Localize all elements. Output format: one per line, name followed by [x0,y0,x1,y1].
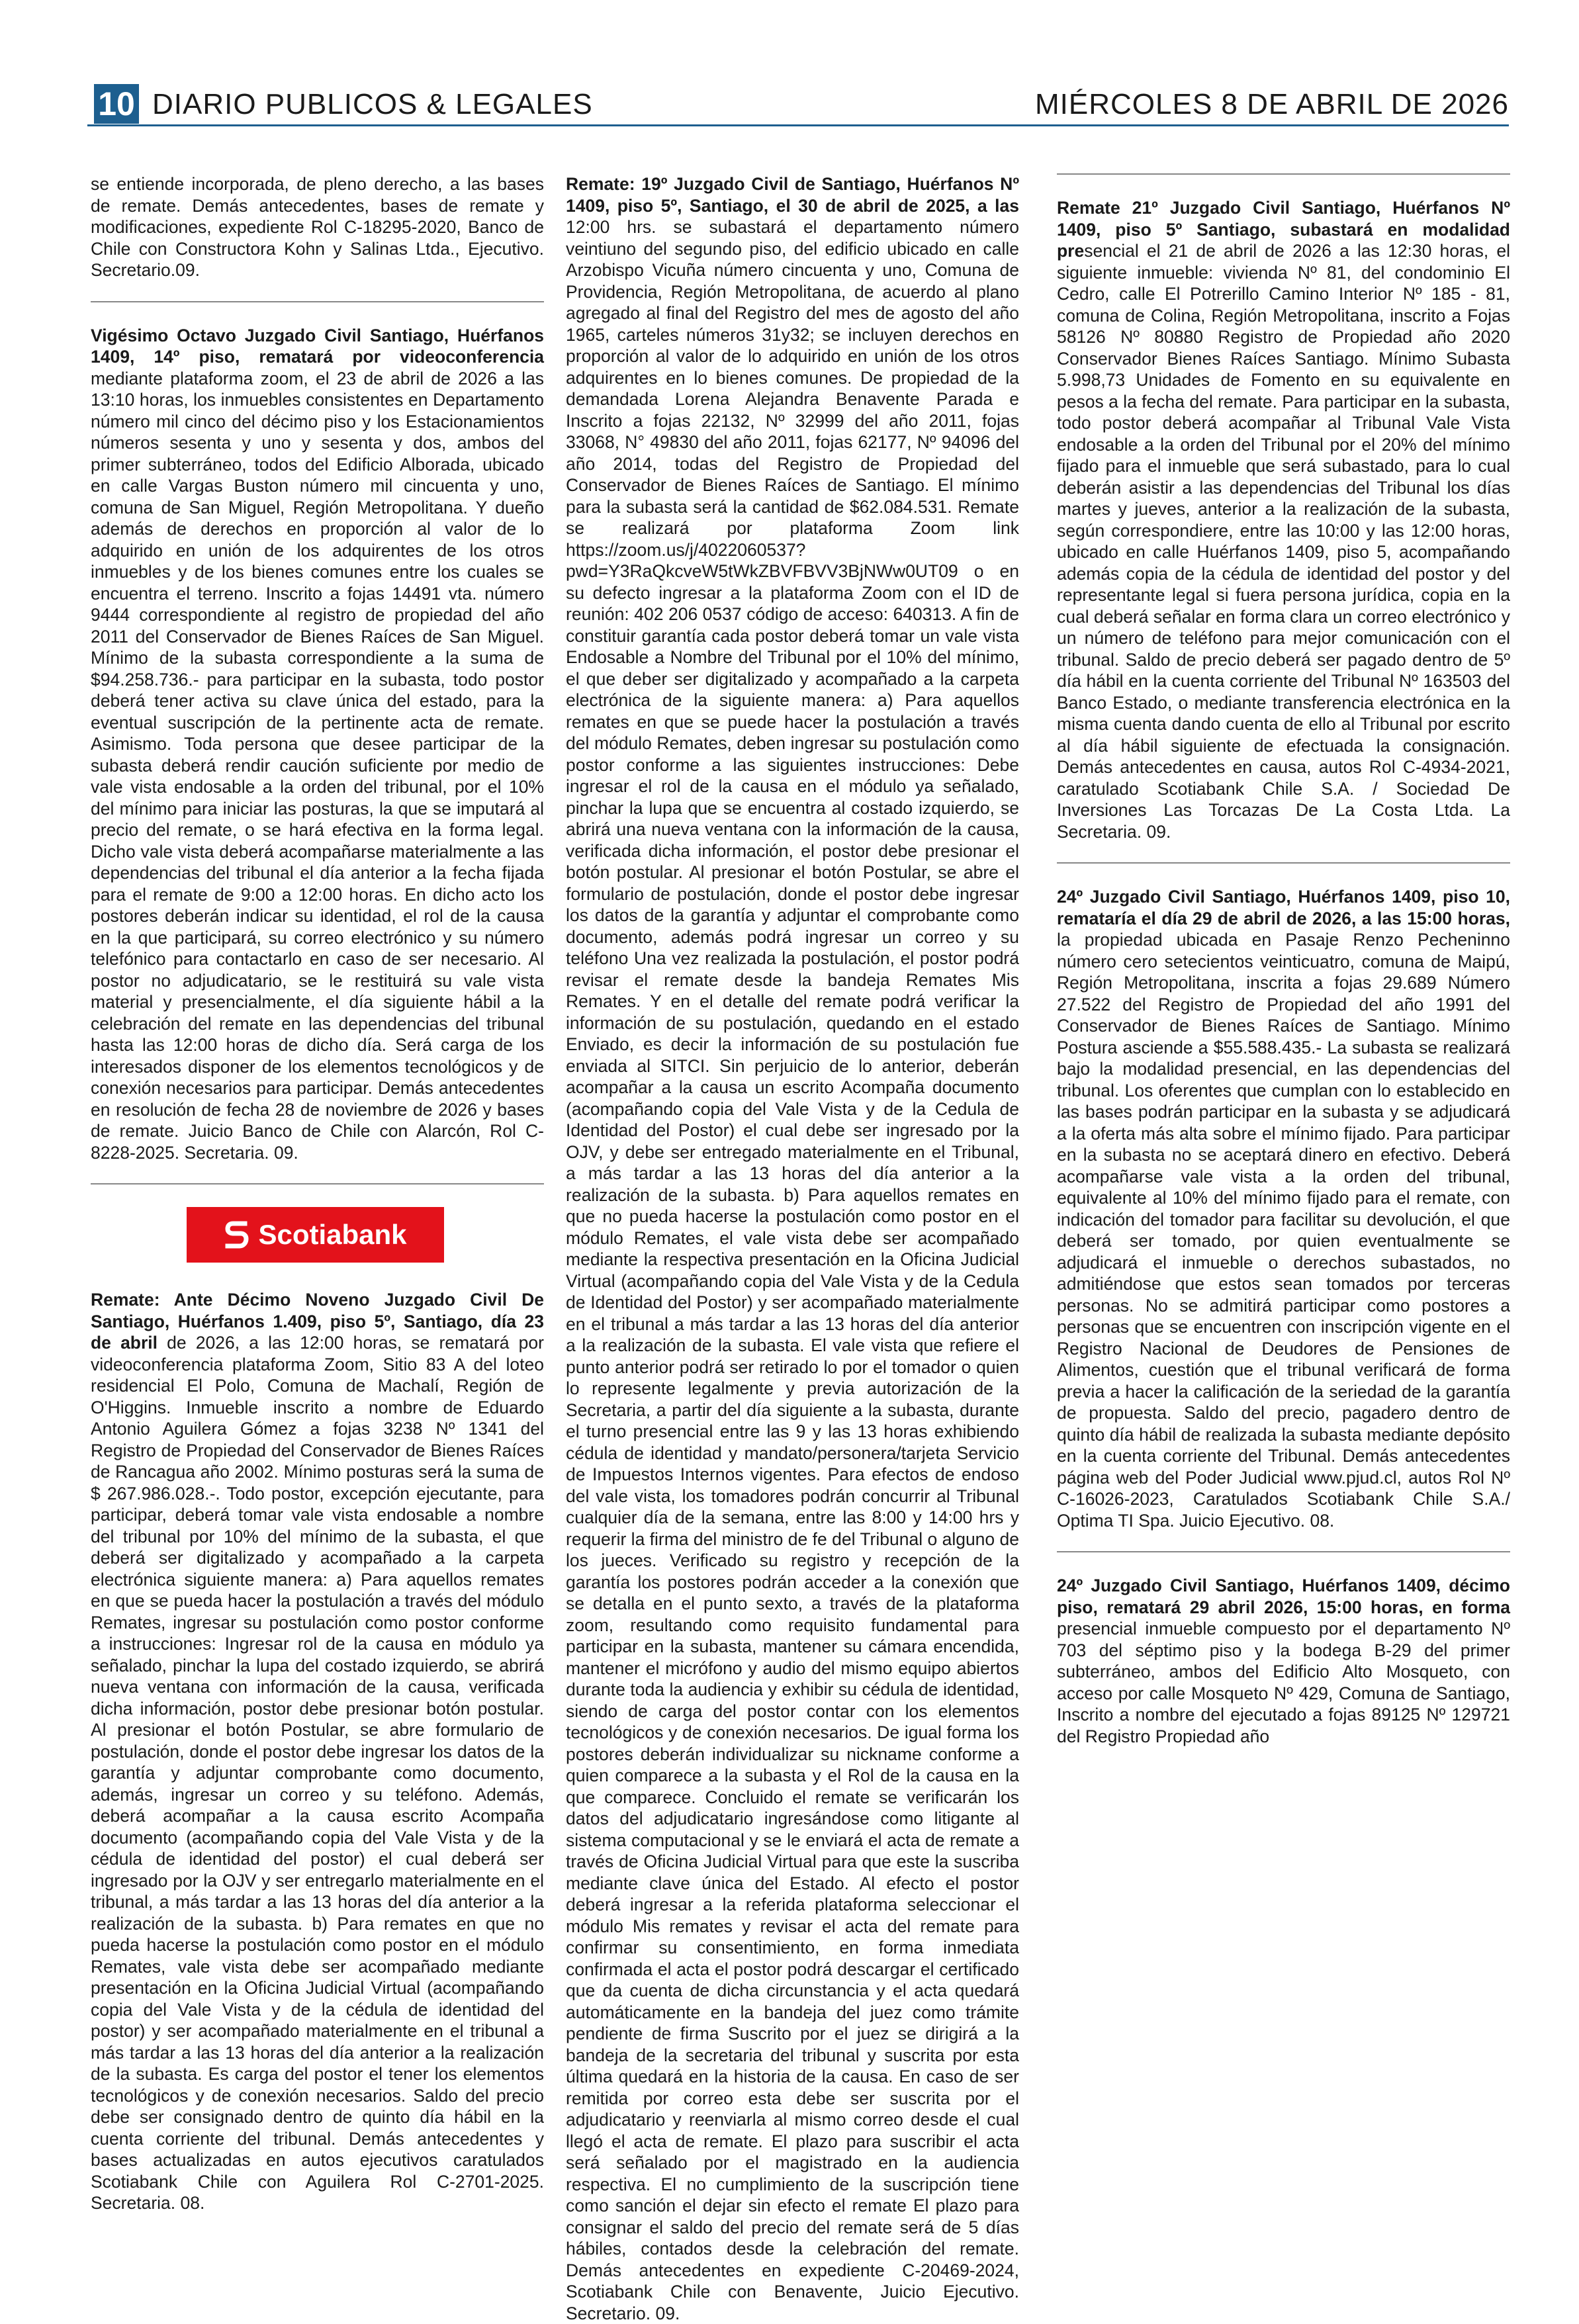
notice-19-juzgado-providencia: Remate: 19º Juzgado Civil de Santiago, Huérfanos Nº 1409, piso 5º, Santiago, el 30 de abril de 2025, a las 12:00 hrs. se subastará el departamento número veintiuno del segundo piso, del edificio ubicado en calle Arzobispo Vicuña número cincuenta y uno, Comuna de Providencia, Región Metropolitana, de acuerdo al plano agregado al final del Registro del mes de agosto del año 1965, carteles números 31y32; se incluyen derechos en proporción al valor de lo adquirido en unión de los otros adquirentes en lo bienes comunes. De propiedad de la demandada Lorena Alejandra Benavente Parada e Inscrito a fojas 22132, Nº 32999 del año 2011, fojas 33068, N° 49830 del año 2011, fojas 62177, Nº 94096 del año 2014, todas del Registro de Propiedad del Conservador de Bienes Raíces de Santiago. El mínimo para la subasta será la cantidad de $62.084.531. Remate se realizará por plataforma Zoom link https://zoom.us/j/4022060537?pwd=Y3RaQkcveW5tWkZBVFBVV3BjNWw0UT09 o en su defecto ingresar a la plataforma Zoom con el ID de reunión: 402 206 0537 código de acceso: 640313. A fin de constituir garantía cada postor deberá tomar un vale vista Endosable a Nombre del Tribunal por el 10% del mínimo, el que deber ser digitalizado y acompañado a la carpeta electrónica de la siguiente manera: a) Para aquellos remates en que se puede hacer la postulación a través del módulo Remates, deben ingresar su postulación como postor conforme a las siguientes instrucciones: Debe ingresar el rol de la causa en el módulo ya señalado, pinchar la lupa que se encuentra al costado izquierdo, se abrirá una nueva ventana con la información de la causa, verificada dicha información, el postor debe presionar el botón postular. Al presionar el botón Postular, se abre el formulario de postulación, donde el postor debe ingresar los datos de la garantía y adjuntar el comprobante como documento, además podrá ingresar un correo y su teléfono Una vez realizada la postulación, el postor podrá revisar el remate desde la bandeja Remates Mis Remates. Y en el detalle del remate podrá verificar la información de su postulación, quedando en el estado Enviado, es decir la información de su postulación fue enviada al SITCI. Sin perjuicio de lo anterior, deberán acompañar a la causa un escrito Acompaña documento (acompañando copia del Vale Vista y de la Cedula de Identidad del Postor) el cual debe ser ingresado por la OJV, y debe ser entregado materialmente en el Tribunal, a más tardar a las 13 horas del día anterior a la realización de la subasta. b) Para aquellos remates en que no pueda hacerse la postulación como postor en el módulo Remates, el vale vista debe ser acompañado mediante la respectiva presentación en la Oficina Judicial Virtual (acompañando copia del Vale Vista y de la Cedula de Identidad del Postor) y ser acompañado materialmente en el tribunal a más tardar a las 13 horas del día anterior a la realización de la subasta. El vale vista que refiere el punto anterior podrá ser retirado lo por el tomador o quien lo represente legalmente y previa autorización de la Secretaria, a partir del día siguiente a la subasta, durante el turno presencial entre las 9 y las 13 horas exhibiendo cédula de identidad y mandato/personera/tarjeta Servicio de Impuestos Internos vigentes. Para efectos de endoso del vale vista, los tomadores podrán concurrir al Tribunal cualquier día de la semana, entre las 8:00 y 14:00 hrs y requerir la firma del ministro de fe del Tribunal o alguno de los jueces. Verificado su registro y recepción de la garantía los postores podrán acceder a la conexión que se detalla en el punto sexto, a través de la plataforma zoom, resultando como requisito fundamental para participar en la subasta, mantener su cámara encendida, mantener el micrófono y audio del mismo equipo abiertos durante toda la audiencia y exhibir su cédula de identidad, siendo de carga del postor contar con los elementos tecnológicos y de conexión necesarios. De igual forma los postores deberán individualizar su nickname conforme a quien comparece a la subasta y el Rol de la causa en la que comparece. Concluido el remate se verificarán los datos del adjudicatario ingresándose como litigante al sistema computacional y se le enviará el acta de remate a través de Oficina Judicial Virtual para que este la suscriba mediante clave única del Estado. Al efecto el postor deberá ingresar a la referida plataforma seleccionar el módulo Mis remates y revisar el acta del remate para confirmar su consentimiento, en forma inmediata confirmada el acta el postor podrá descargar el certificado que da cuenta de dicha circunstancia y el acta quedará automáticamente en la bandeja del juez como trámite pendiente de firma Suscrito por el juez se dirigirá a la bandeja de la secretaria del tribunal y suscrita por esta última quedará en la historia de la causa. En caso de ser remitida por correo esta debe ser suscrita por el adjudicatario y reenviarla al mismo correo desde el cual llegó el acta de remate. El plazo para suscribir el acta será señalado por el magistrado en la audiencia respectiva. El no cumplimiento de la suscripción tiene como sanción el dejar sin efecto el remate El plazo para consignar el saldo del precio del remate será de 5 días hábiles, contados desde la celebración del remate. Demás antecedentes en expediente C-20469-2024, Scotiabank Chile con Benavente, Juicio Ejecutivo. Secretario. 09. [566,174,1019,2323]
page-header [87,84,1509,124]
notice-19-juzgado-machali: Remate: Ante Décimo Noveno Juzgado Civil De Santiago, Huérfanos 1.409, piso 5º, Santiago, día 23 de abril de 2026, a las 12:00 horas, se rematará por videoconferencia plataforma Zoom, Sitio 83 A del loteo residencial El Polo, Comuna de Machalí, Región de O'Higgins. Inmueble inscrito a nombre de Eduardo Antonio Aguilera Gómez a fojas 3238 Nº 1341 del Registro de Propiedad del Conservador de Bienes Raíces de Rancagua año 2002. Mínimo posturas será la suma de $ 267.986.028.-. Todo postor, excepción ejecutante, para participar, deberá tomar vale vista endosable a nombre del tribunal por 10% del mínimo de la subasta, el que deberá ser digitalizado y acompañado a la carpeta electrónica siguiente manera: a) Para aquellos remates en que se pueda hacer la postulación a través del módulo Remates, ingresar su postulación como postor conforme a instrucciones: Ingresar rol de la causa en módulo ya señalado, pinchar la lupa del costado izquierdo, se abrirá nueva ventana con información de la causa, verificada dicha información, postor debe presionar botón postular. Al presionar el botón Postular, se abre formulario de postulación, donde el postor debe ingresar los datos de la garantía y adjuntar comprobante como documento, además, ingresar un correo y su teléfono. Además, deberá acompañar a la causa escrito Acompaña documento (acompañando copia del Vale Vista y de la cédula de identidad del postor) el cual deberá ser ingresado por la OJV y ser entregarlo materialmente en el tribunal, a más tardar a las 13 horas del día anterior a la realización de la subasta. b) Para remates en que no pueda hacerse la postulación como postor en el módulo Remates, vale vista debe ser acompañado mediante presentación en la Oficina Judicial Virtual (acompañando copia del Vale Vista y de la cédula de identidad del postor) y ser acompañado materialmente en el tribunal a más tardar a las 13 horas del día anterior a la realización de la subasta. Es carga del postor el tener los elementos tecnológicos y de conexión necesarios. Saldo del precio debe ser consignado dentro de quinto día hábil en la cuenta corriente del tribunal. Demás antecedentes y bases actualizadas en autos ejecutivos caratulados Scotiabank Chile con Aguilera Rol C-2701-2025. Secretaria. 08. [91,1290,544,2213]
notice-21-juzgado: Remate 21º Juzgado Civil Santiago, Huérfanos Nº 1409, piso 5º Santiago, subastará en modalidad presencial el 21 de abril de 2026 a las 12:30 horas, el siguiente inmueble: vivienda Nº 81, del condominio El Cedro, calle El Potrerillo Camino Interior Nº 185 - 81, comuna de Colina, Región Metropolitana, inscrito a Fojas 58126 Nº 80880 Registro de Propiedad año 2020 Conservador Bienes Raíces Santiago. Mínimo Subasta 5.998,73 Unidades de Fomento en su equivalente en pesos a la fecha del remate. Para participar en la subasta, todo postor deberá acompañar al Tribunal Vale Vista endosable a la orden del Tribunal por el 20% del mínimo fijado para el inmueble que será subastado, para lo cual deberán asistir a las dependencias del Tribunal los días martes y jueves, anterior a la realización de la subasta, según correspondiere, entre las 10:00 y las 12:00 horas, ubicado en calle Huérfanos 1409, piso 5, acompañando además copia de la cédula de identidad del postor y del representante legal si fuera persona jurídica, copia en la cual deberá señalar en forma clara un correo electrónico y un número de teléfono para mejor comunicación con el tribunal. Saldo de precio deberá ser pagado dentro de 5º día hábil en la cuenta corriente del Tribunal Nº 163503 del Banco Estado, o mediante transferencia electrónica en la misma cuenta dando cuenta de ello al Tribunal por escrito al día hábil siguiente de efectuada la consignación. Demás antecedentes en causa, autos Rol C-4934-2021, caratulado Scotiabank Chile S.A. / Sociedad De Inversiones Las Torcazas De La Costa Ltda. La Secretaria. 09. [1057,198,1510,842]
scotiabank-s-icon [224,1220,250,1250]
notice-divider [91,1183,544,1184]
column-3 [1057,173,1510,2291]
notice-24-juzgado-santiago: 24º Juzgado Civil Santiago, Huérfanos 1409, décimo piso, rematará 29 abril 2026, 15:00 horas, en forma presencial inmueble compuesto por el departamento Nº 703 del séptimo piso y la bodega B-29 del primer subterráneo, ambos del Edificio Alto Mosqueto, con acceso por calle Mosqueto Nº 429, Comuna de Santiago, Inscrito a nombre del ejecutado a fojas 89125 Nº 129721 del Registro Propiedad año [1057,1576,1510,1746]
notice-divider [1057,173,1510,175]
notice-divider [91,301,544,302]
sponsor-logo-text: Scotiabank [258,1218,407,1250]
column-2 [566,173,1019,2323]
notice-24-juzgado-maipu: 24º Juzgado Civil Santiago, Huérfanos 1409, piso 10, remataría el día 29 de abril de 2026, a las 15:00 horas, la propiedad ubicada en Pasaje Renzo Pecheninno número cero setecientos veinticuatro, comuna de Maipú, Región Metropolitana, inscrita a fojas 29.689 Número 27.522 del Registro de Propiedad del año 1991 del Conservador de Bienes Raíces de Santiago. Mínimo Postura asciende a $55.588.435.- La subasta se realizará bajo la modalidad presencial, en las dependencias del tribunal. Los oferentes que cumplan con lo establecido en las bases podrán participar en la subasta y se adjudicará a la oferta más alta sobre el mínimo fijado. Para participar en la subasta no se aceptará dinero en efectivo. Deberá acompañarse vale vista a la orden del tribunal, equivalente al 10% del mínimo fijado para el remate, con indicación del tomador para facilitar su devolución, el que deberá ser tomado, por quien eventualmente se adjudicará el inmueble o derechos subastados, no admitiéndose que estos sean tomados por terceras personas. No se admitirá participar como postores a personas que se encuentren con inscripción vigente en el Registro Nacional de Deudores de Pensiones de Alimentos, cuestión que el tribunal verificará de forma previa a hacer la calificación de la seriedad de la garantía de propuesta. Saldo del precio, pagadero dentro de quinto día hábil de realizada la subasta mediante depósito en la cuenta corriente del Tribunal. Demás antecedentes página web del Poder Judicial www.pjud.cl, autos Rol Nº C-16026-2023, Caratulados Scotiabank Chile S.A./ Optima TI Spa. Juicio Ejecutivo. 08. [1057,887,1510,1531]
notice-divider [1057,1551,1510,1552]
notice-28-juzgado: Vigésimo Octavo Juzgado Civil Santiago, Huérfanos 1409, 14º piso, rematará por videoconferencia mediante plataforma zoom, el 23 de abril de 2026 a las 13:10 horas, los inmuebles consistentes en Departamento número mil cinco del décimo piso y los Estacionamientos números sesenta y uno y sesenta y dos, ambos del primer subterráneo, todos del Edificio Alborada, ubicado en calle Vargas Buston número mil cincuenta y uno, comuna de San Miguel, Región Metropolitana. Y dueño además de derechos en proporción al valor de lo adquirido en unión de los adquirentes de los otros inmuebles y de los bienes comunes entre los cuales se encuentra el terreno. Inscrito a fojas 14491 vta. número 9444 correspondiente al registro de propiedad del año 2011 del Conservador de Bienes Raíces de San Miguel. Mínimo de la subasta correspondiente a la suma de $94.258.736.- para participar en la subasta, todo postor deberá tener activa su clave única del estado, para la eventual suscripción de la pertinente acta de remate. Asimismo. Toda persona que desee participar de la subasta deberá rendir caución suficiente por medio de vale vista endosable a la orden del tribunal, por el 10% del mínimo para iniciar las posturas, la que se imputará al precio del remate, o se hará efectiva en la forma legal. Dicho vale vista deberá acompañarse materialmente a las dependencias del tribunal el día anterior a la fecha fijada para el remate de 9:00 a 12:00 horas. En dicho acto los postores deberán indicar su identidad, el rol de la causa en la que participará, su correo electrónico y su número telefónico para contactarlo en caso de ser necesario. Al postor no adjudicatario, se le restituirá su vale vista material y presencialmente, el día siguiente hábil a la celebración del remate en las dependencias del tribunal hasta las 12:00 horas de dicho día. Será carga de los interesados disponer de los elementos tecnológicos y de conexión necesarios para participar. Demás antecedentes en resolución de fecha 28 de noviembre de 2026 y bases de remate. Juicio Banco de Chile con Alarcón, Rol C-8228-2025. Secretaria. 09. [91,325,544,1163]
publication-name: DIARIO PUBLICOS & LEGALES [152,88,593,120]
header-divider [87,124,1509,126]
notice-continuation: se entiende incorporada, de pleno derecho, a las bases de remate. Demás antecedentes, bases de remate y modificaciones, expediente Rol C-18295-2020, Banco de Chile con Constructora Kohn y Salinas Ltda., Ejecutivo. Secretario.09. [91,174,544,280]
notice-divider [1057,862,1510,864]
page-number: 10 [94,84,139,124]
sponsor-logo-area [91,1207,544,1263]
scotiabank-logo [187,1207,444,1263]
column-1 [91,173,544,2291]
publication-date: MIÉRCOLES 8 DE ABRIL DE 2026 [1035,88,1509,120]
